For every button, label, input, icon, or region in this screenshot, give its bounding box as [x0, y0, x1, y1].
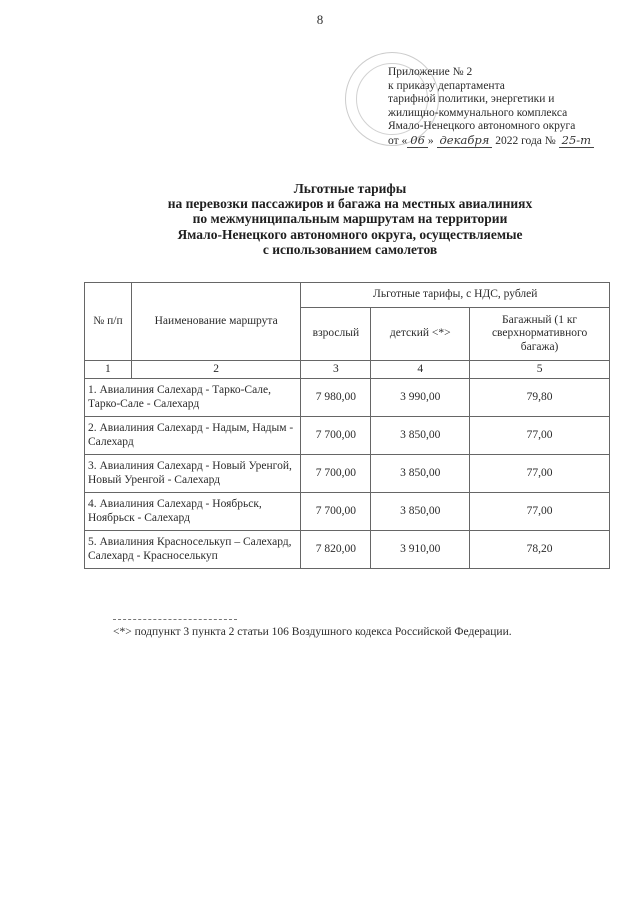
table-row: [85, 417, 610, 455]
route-cell: 4. Авиалиния Салехард - Ноябрьск, Ноябрьск - Салехард: [85, 493, 301, 531]
child-tariff-cell: 3 990,00: [371, 379, 470, 417]
route-cell: 1. Авиалиния Салехард - Тарко-Сале, Тарко-Сале - Салехард: [85, 379, 301, 417]
child-tariff-cell: 3 850,00: [371, 493, 470, 531]
appendix-line: к приказу департамента: [388, 79, 505, 92]
appendix-date-line: [388, 134, 594, 149]
title-line: с использованием самолетов: [262, 241, 438, 257]
date-mid: »: [427, 134, 434, 147]
title-line: Льготные тарифы: [293, 181, 407, 196]
appendix-line: тарифной политики, энергетики и: [388, 93, 555, 106]
appendix-line: жилищно-коммунального комплекса: [388, 106, 568, 119]
footnote-separator: [113, 619, 237, 620]
page-number: 8: [316, 12, 324, 27]
table-row: [85, 379, 610, 417]
column-number: 5: [470, 361, 610, 379]
header-route: Наименование маршрута: [131, 283, 301, 361]
column-number: 4: [371, 361, 470, 379]
child-tariff-cell: 3 850,00: [371, 417, 470, 455]
table-row: [85, 455, 610, 493]
column-number: 3: [301, 361, 371, 379]
header-adult: взрослый: [301, 308, 371, 361]
document-title: [90, 181, 610, 257]
title-line: по межмуниципальным маршрутам на территории: [192, 211, 508, 227]
column-number: 2: [131, 361, 301, 379]
table-row: [85, 531, 610, 569]
order-number: 25-т: [559, 133, 594, 148]
footnote-text: <*> подпункт 3 пункта 2 статьи 106 Воздушного кодекса Российской Федерации.: [113, 626, 512, 638]
route-cell: 3. Авиалиния Салехард - Новый Уренгой, Новый Уренгой - Салехард: [85, 455, 301, 493]
date-month: декабря: [437, 133, 493, 148]
table-header-row: [85, 283, 610, 308]
date-day: 06: [407, 133, 428, 148]
date-prefix: от «: [388, 134, 408, 147]
child-tariff-cell: 3 850,00: [371, 455, 470, 493]
adult-tariff-cell: 7 820,00: [301, 531, 371, 569]
baggage-tariff-cell: 77,00: [470, 493, 610, 531]
adult-tariff-cell: 7 700,00: [301, 493, 371, 531]
date-year: 2022 года №: [495, 134, 556, 147]
title-line: на перевозки пассажиров и багажа на местных авиалиниях: [167, 196, 533, 212]
route-cell: 5. Авиалиния Красноселькуп – Салехард, Салехард - Красноселькуп: [85, 531, 301, 569]
child-tariff-cell: 3 910,00: [371, 531, 470, 569]
baggage-tariff-cell: 77,00: [470, 417, 610, 455]
adult-tariff-cell: 7 700,00: [301, 455, 371, 493]
adult-tariff-cell: 7 700,00: [301, 417, 371, 455]
baggage-tariff-cell: 78,20: [470, 531, 610, 569]
adult-tariff-cell: 7 980,00: [301, 379, 371, 417]
route-cell: 2. Авиалиния Салехард - Надым, Надым - Салехард: [85, 417, 301, 455]
header-baggage: Багажный (1 кг сверхнормативного багажа): [470, 308, 610, 361]
header-child: детский <*>: [371, 308, 470, 361]
column-number-row: [85, 361, 610, 379]
column-number: 1: [85, 361, 132, 379]
header-number: № п/п: [85, 283, 132, 361]
header-tariff-group: Льготные тарифы, с НДС, рублей: [301, 283, 610, 308]
appendix-line: Ямало-Ненецкого автономного округа: [388, 120, 576, 133]
title-line: Ямало-Ненецкого автономного округа, осуществляемые: [177, 226, 523, 242]
table-row: [85, 493, 610, 531]
appendix-block: [388, 66, 594, 149]
tariffs-table: [84, 282, 610, 569]
appendix-line: Приложение № 2: [388, 66, 473, 78]
baggage-tariff-cell: 77,00: [470, 455, 610, 493]
baggage-tariff-cell: 79,80: [470, 379, 610, 417]
